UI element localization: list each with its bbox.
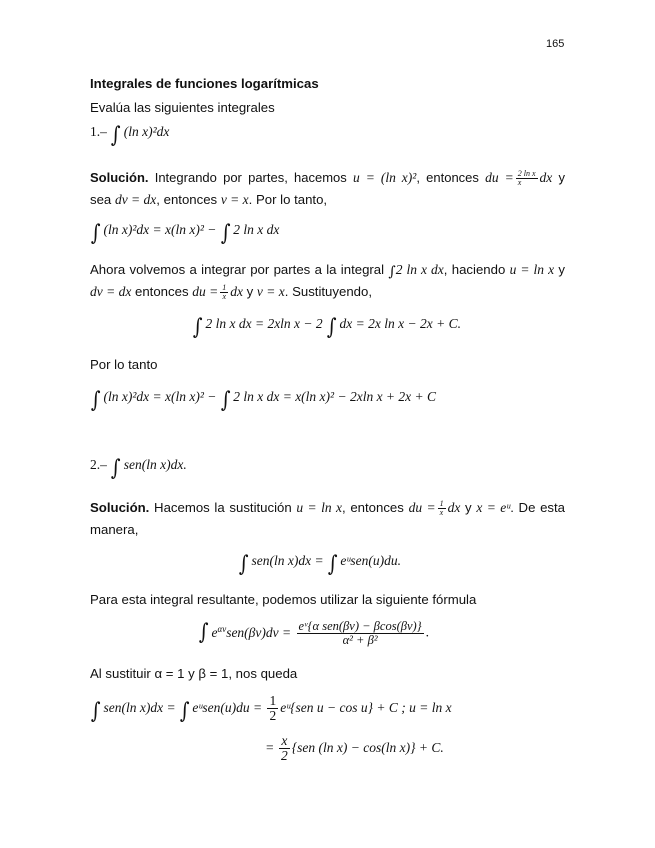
math: {sen (ln x) − cos(ln x)} + C. — [291, 739, 444, 755]
integral-sign: ∫ — [111, 456, 121, 481]
paragraph-2-line-1 — [90, 262, 565, 279]
math: dv = dx — [114, 192, 157, 207]
text: sea — [90, 192, 112, 207]
math: u = ln x — [296, 500, 342, 515]
math: u = (ln x)² — [353, 170, 417, 185]
text: , entonces — [416, 170, 479, 185]
math: v = x — [220, 192, 249, 207]
fraction: $\frac{1}{2}$ — [269, 693, 277, 724]
text: y — [558, 262, 565, 277]
text: . De esta — [510, 500, 566, 515]
solution-1-line-2 — [90, 192, 565, 208]
math: ∫2 ln x dx — [388, 262, 444, 280]
solution-1-label: Solución. — [90, 170, 149, 185]
text: entonces — [135, 284, 189, 299]
math-du: du = $\frac{\text{2 ln x}}{x}$ dx — [485, 169, 553, 188]
substitution-text: Al sustituir α = 1 y β = 1, nos queda — [90, 666, 298, 681]
math: eᵘ{sen u − cos u} + C ; u = ln x — [280, 699, 452, 715]
integral-sign: ∫ — [111, 123, 121, 148]
equation-p2-3 — [266, 734, 444, 763]
equation-p2-1 — [238, 553, 401, 576]
fraction: $\frac{\text{2 ln x}}{x}$ — [517, 169, 536, 188]
fraction: $\frac{1}{x}$ — [222, 283, 227, 302]
integral-sign: ∫ — [326, 315, 337, 340]
solution-2-line-1 — [90, 500, 565, 518]
intro-text: Evalúa las siguientes integrales — [90, 100, 275, 115]
integral-sign: ∫ — [90, 388, 101, 413]
equation-2 — [192, 316, 461, 339]
paragraph-2-line-2 — [90, 284, 565, 302]
problem-1-integrand: (ln x)²dx — [123, 124, 170, 139]
text: Hacemos la sustitución — [154, 500, 292, 515]
text: Integrando por partes, hacemos — [154, 170, 347, 185]
math: 2 ln x dx = x(ln x)² − 2xln x + 2x + C — [233, 389, 437, 404]
math: eᵘsen(u)du. — [340, 553, 401, 568]
math: sen(ln x)dx = — [103, 699, 176, 715]
page-number: 165 — [546, 38, 565, 50]
text: y — [246, 284, 254, 299]
text: , entonces — [156, 192, 218, 207]
formula-denominator: α² + β² — [342, 633, 378, 648]
text: Ahora volvemos a integrar por partes a la integral — [90, 262, 385, 277]
fraction: $\frac{x}{2}$ — [281, 733, 288, 764]
integral-sign: ∫ — [90, 698, 101, 724]
equation-1 — [90, 222, 279, 245]
math: dx = 2x ln x − 2x + C. — [339, 316, 461, 331]
math: eᵘsen(u)du = — [192, 699, 263, 715]
formula-fraction — [297, 620, 424, 647]
formula-numerator: eᵛ{α sen(βv) − βcos(βv)} — [298, 619, 422, 633]
text: , haciendo — [443, 262, 506, 277]
fraction: $\frac{1}{x}$ — [439, 499, 444, 518]
math: = — [266, 739, 274, 755]
math: u = ln x — [509, 262, 555, 277]
problem-2-statement — [90, 457, 187, 480]
problem-2-integrand: sen(ln x)dx. — [123, 457, 187, 472]
problem-1-label: 1.– — [90, 124, 107, 139]
integral-sign: ∫ — [327, 552, 338, 577]
therefore-text: Por lo tanto — [90, 357, 158, 372]
text: y — [558, 170, 565, 185]
math: dv = dx — [90, 284, 132, 299]
integral-sign: ∫ — [192, 315, 203, 340]
formula-intro: Para esta integral resultante, podemos utilizar la siguiente fórmula — [90, 592, 477, 607]
math: (ln x)²dx = x(ln x)² − — [103, 389, 217, 404]
math: (ln x)²dx = x(ln x)² − — [103, 222, 217, 237]
math: . — [425, 624, 430, 640]
integral-sign: ∫ — [179, 698, 190, 724]
equation-p2-2 — [90, 694, 452, 723]
math: v = x — [256, 284, 285, 299]
integral-sign: ∫ — [220, 221, 231, 246]
solution-2-line-2: manera, — [90, 522, 139, 537]
integral-sign: ∫ — [198, 619, 209, 645]
math: 2 ln x dx = 2xln x − 2 — [205, 316, 323, 331]
math: 2 ln x dx — [233, 222, 280, 237]
math: sen(ln x)dx = — [251, 553, 324, 568]
integral-sign: ∫ — [238, 552, 249, 577]
equation-3 — [90, 389, 436, 412]
problem-2-label: 2.– — [90, 457, 107, 472]
integral-sign: ∫ — [220, 388, 231, 413]
math: x = eᵘ — [476, 500, 511, 515]
text: . Sustituyendo, — [284, 284, 372, 299]
math-du: du = $\frac{1}{x}$ dx — [192, 283, 243, 302]
formula — [198, 620, 429, 647]
text: , entonces — [341, 500, 404, 515]
solution-1-line-1 — [90, 170, 565, 188]
text: y — [465, 500, 472, 515]
problem-1-statement — [90, 124, 169, 147]
solution-2-label: Solución. — [90, 500, 150, 515]
integral-sign: ∫ — [90, 221, 101, 246]
formula-left: $e^{\alpha v}sen(\beta v)dv$ = — [211, 623, 292, 640]
text: . Por lo tanto, — [248, 192, 328, 207]
math-du: du = $\frac{1}{x}$ dx — [408, 499, 461, 518]
section-title: Integrales de funciones logarítmicas — [90, 76, 319, 91]
